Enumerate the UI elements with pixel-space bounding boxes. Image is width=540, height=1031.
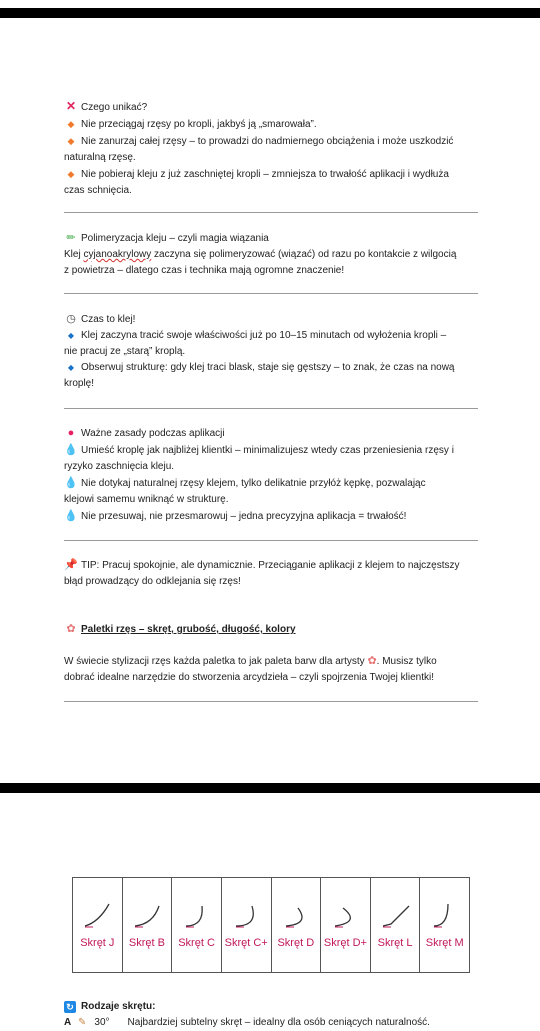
tip-block [64, 557, 478, 590]
section-time [64, 311, 478, 392]
curl-l-drawing [381, 902, 411, 928]
curl-description: Najbardziej subtelny skręt – idealny dla osób ceniących naturalność. [127, 1017, 430, 1028]
text: . Musisz tylko [376, 656, 437, 667]
section-heading: Ważne zasady podczas aplikacji [81, 428, 225, 439]
curl-m-drawing [430, 902, 460, 928]
water-drop-icon: 💧 [64, 510, 78, 522]
list-item-continued: czas schnięcia. [64, 185, 132, 196]
section-heading: Czas to klej! [81, 314, 136, 325]
list-item: Obserwuj strukturę: gdy klej traci blask, staje się gęstszy – to znak, że czas na nową [81, 362, 455, 373]
curl-label: Skręt C+ [224, 937, 268, 949]
cross-mark-icon: ✕ [65, 99, 77, 113]
orange-diamond-icon: ◆ [67, 119, 75, 129]
tip-text: TIP: Pracuj spokojnie, ale dynamicznie. Przeciąganie aplikacji z klejem to najczęstszy [81, 560, 460, 571]
feather-icon: ✎ [78, 1017, 87, 1028]
curl-degree: 30° [94, 1017, 110, 1028]
curl-cell [222, 878, 272, 972]
list-item-continued: kroplę! [64, 378, 95, 389]
curl-cell [172, 878, 222, 972]
curl-d-drawing [282, 902, 312, 928]
divider [64, 408, 478, 409]
water-drop-icon: 💧 [64, 477, 78, 489]
curl-cell [371, 878, 421, 972]
section-rules [64, 425, 478, 525]
curl-cell [73, 878, 123, 972]
curl-c-plus-drawing [232, 902, 262, 928]
section-avoid [64, 98, 478, 199]
water-drop-icon: 💧 [64, 444, 78, 456]
curl-d-plus-drawing [331, 902, 361, 928]
curl-cell [272, 878, 322, 972]
palette-intro [64, 653, 478, 686]
text: dobrać idealne narzędzie do stworzenia arcydzieła – czyli spojrzenia Twojej klientki! [64, 672, 435, 683]
section-heading: Czego unikać? [81, 102, 148, 113]
section-heading: Rodzaje skrętu: [81, 1001, 156, 1012]
list-item: Nie dotykaj naturalnej rzęsy klejem, tylko delikatnie przyłóż kępkę, pozwalając [81, 478, 426, 489]
section-heading: Paletki rzęs – skręt, grubość, długość, kolory [81, 624, 296, 635]
curl-label: Skręt D [277, 937, 315, 949]
misspelled-word: cyjanoakrylowy [83, 249, 152, 260]
curl-j-drawing [83, 902, 113, 928]
divider [64, 701, 478, 702]
curl-label: Skręt D+ [323, 937, 367, 949]
list-item: Nie pobieraj kleju z już zaschniętej kropli – zmniejsza to trwałość aplikacji i wydłuża [81, 169, 449, 180]
curl-table [72, 877, 470, 973]
list-item-continued: nie pracuj ze „starą” kroplą. [64, 346, 186, 357]
clock-icon: ◷ [66, 313, 76, 325]
balloon-icon: ● [67, 427, 75, 439]
curl-cell [321, 878, 371, 972]
curl-c-drawing [182, 902, 212, 928]
palette-heading-row [64, 621, 478, 638]
curl-type-row [64, 1017, 430, 1028]
orange-diamond-icon: ◆ [67, 136, 75, 146]
tip-text-continued: błąd prowadzący do odklejania się rzęs! [64, 576, 241, 587]
curl-label: Skręt C [178, 937, 215, 949]
blue-diamond-icon: ◆ [67, 331, 75, 340]
curl-b-drawing [133, 902, 163, 928]
section-polymerization [64, 230, 478, 279]
list-item-continued: klejowi samemu wniknąć w strukturę. [64, 494, 229, 505]
pencil-icon: ✏ [66, 232, 76, 244]
divider [64, 212, 478, 213]
curl-label: Skręt B [128, 937, 165, 949]
text: zaczyna się polimeryzować (wiązać) od razu po kontakcie z wilgocią [151, 249, 457, 260]
orange-diamond-icon: ◆ [67, 169, 75, 179]
list-item: Nie przesuwaj, nie przesmarowuj – jedna precyzyjna aplikacja = trwałość! [81, 511, 407, 522]
shell-icon: ✿ [367, 655, 377, 667]
curl-label: Skręt L [377, 937, 413, 949]
refresh-icon: ↻ [64, 1001, 76, 1013]
page-break-bar [0, 783, 540, 793]
divider [64, 540, 478, 541]
text: z powietrza – dlatego czas i technika mają ogromne znaczenie! [64, 265, 345, 276]
list-item: Umieść kroplę jak najbliżej klientki – minimalizujesz wtedy czas przeniesienia rzęsy i [81, 445, 454, 456]
curl-types-heading-row [64, 1001, 155, 1013]
shell-icon: ✿ [66, 623, 76, 635]
page-top-border [0, 8, 540, 18]
text: W świecie stylizacji rzęs każda paletka to jak paleta barw dla artysty [64, 656, 368, 667]
pushpin-icon: 📌 [64, 559, 78, 571]
curl-cell [123, 878, 173, 972]
list-item-continued: naturalną rzęsę. [64, 152, 136, 163]
list-item: Nie przeciągaj rzęsy po kropli, jakbyś ją „smarowała”. [81, 119, 317, 130]
curl-letter: A [64, 1017, 72, 1028]
list-item: Nie zanurzaj całej rzęsy – to prowadzi do nadmiernego obciążenia i może uszkodzić [81, 136, 454, 147]
section-heading: Polimeryzacja kleju – czyli magia wiązania [81, 233, 269, 244]
list-item-continued: ryzyko zaschnięcia kleju. [64, 461, 175, 472]
divider [64, 293, 478, 294]
text: Klej [64, 249, 84, 260]
blue-diamond-icon: ◆ [67, 363, 75, 372]
curl-label: Skręt M [425, 937, 464, 949]
curl-label: Skręt J [80, 937, 115, 949]
list-item: Klej zaczyna tracić swoje właściwości już po 10–15 minutach od wyłożenia kropli – [81, 330, 447, 341]
curl-cell [420, 878, 469, 972]
